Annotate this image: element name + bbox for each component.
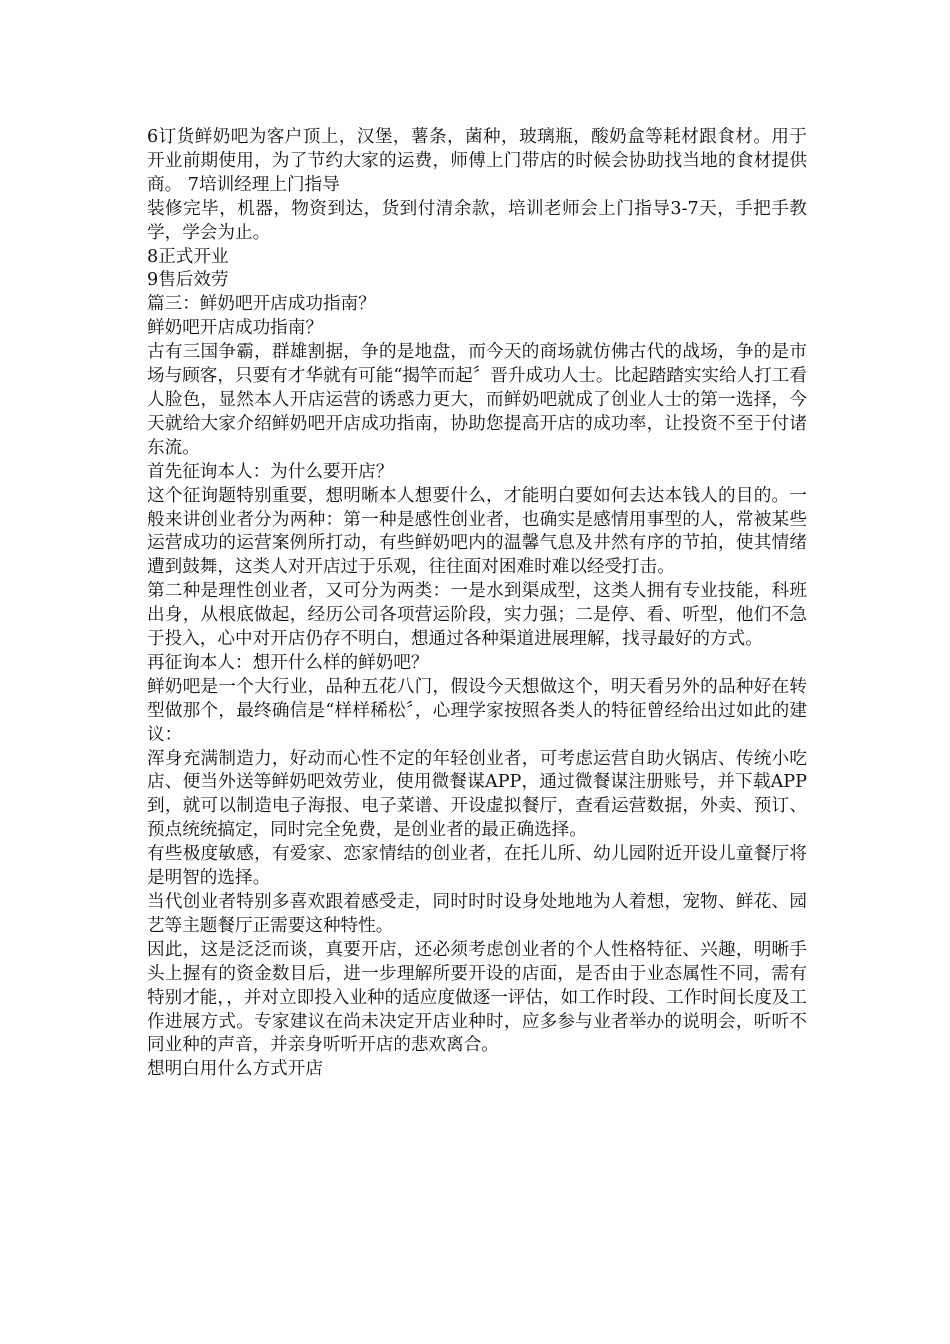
- paragraph-industry-variety: 鲜奶吧是一个大行业，品种五花八门，假设今天想做这个，明天看另外的品种好在转型做那个，最终确信是“样样稀松〞，心理学家按照各类人的特征曾经给出过如此的建议：: [147, 676, 807, 745]
- paragraph-family-oriented: 有些极度敏感，有爱家、恋家情结的创业者，在托儿所、幼儿园附近开设儿童餐厅将是明智的选择。: [147, 844, 807, 889]
- paragraph-rational-entrepreneur: 第二种是理性创业者，又可分为两类：一是水到渠成型，这类人拥有专业技能，科班出身，从根底做起，经历公司各项营运阶段，实力强；二是停、看、听型，他们不急于投入，心中对开店仍存不明白，想通过各种渠道进展理解，找寻最好的方式。: [147, 581, 807, 650]
- paragraph-after-sales: 9售后效劳: [147, 270, 229, 291]
- paragraph-how-to-open: 想明白用什么方式开店: [147, 1059, 323, 1080]
- paragraph-introduction: 古有三国争霸，群雄割据，争的是地盘，而今天的商场就仿佛古代的战场，争的是市场与顾客，只要有才华就有可能“揭竿而起〞晋升成功人士。比起踏踏实实给人打工看人脸色，显然本人开店运营的诱惑力更大，而鲜奶吧就成了创业人士的第一选择，今天就给大家介绍鲜奶吧开店成功指南，协助您提高开店的成功率，让投资不至于付诸东流。: [147, 342, 807, 458]
- question-what-kind-of-store: 再征询本人：想开什么样的鲜奶吧？: [147, 652, 429, 673]
- paragraph-theme-restaurants: 当代创业者特别多喜欢跟着感受走，同时时时设身处地地为人着想，宠物、鲜花、园艺等主题餐厅正需要这种特性。: [147, 892, 807, 936]
- paragraph-training-guidance: 装修完毕，机器，物资到达，货到付清余款，培训老师会上门指导3-7天，手把手教学，学会为止。: [147, 198, 807, 243]
- document-body: [147, 126, 807, 1082]
- paragraph-official-opening: 8正式开业: [147, 246, 229, 267]
- section-title: 鲜奶吧开店成功指南？: [147, 318, 323, 339]
- paragraph-ordering-supplies: 6订货鲜奶吧为客户顶上，汉堡，薯条，菌种，玻璃瓶，酸奶盒等耗材跟食材。用于开业前期使用，为了节约大家的运费，师傅上门带店的时候会协助找当地的食材提供商。 7培训经理上门指导: [147, 127, 807, 195]
- section-heading-part-three: 篇三：鲜奶吧开店成功指南？: [147, 294, 376, 315]
- paragraph-emotional-entrepreneur: 这个征询题特别重要，想明晰本人想要什么，才能明白要如何去达本钱人的目的。一般来讲创业者分为两种：第一种是感性创业者，也确实是感情用事型的人，常被某些运营成功的运营案例所打动，有些鲜奶吧内的温馨气息及井然有序的节拍，使其情绪遭到鼓舞，这类人对开店过于乐观，往往面对困难时难以经受打击。: [147, 485, 807, 578]
- paragraph-creative-entrepreneur: 浑身充满制造力，好动而心性不定的年轻创业者，可考虑运营自助火锅店、传统小吃店、便当外送等鲜奶吧效劳业，使用微餐谋APP，通过微餐谋注册账号，并下载APP到，就可以制造电子海报、电子菜谱、开设虚拟餐厅，查看运营数据，外卖、预订、预点统统搞定，同时完全免费，是创业者的最正确选择。: [147, 748, 807, 841]
- question-why-open-store: 首先征询本人：为什么要开店？: [147, 461, 394, 482]
- paragraph-expert-advice: 因此，这是泛泛而谈，真要开店，还必须考虑创业者的个人性格特征、兴趣，明晰手头上握有的资金数目后，进一步理解所要开设的店面，是否由于业态属性不同，需有特别才能，，并对立即投入业种的适应度做逐一评估，如工作时段、工作时间长度及工作进展方式。专家建议在尚未决定开店业种时，应多参与业者举办的说明会，听听不同业种的声音，并亲身听听开店的悲欢离合。: [147, 939, 807, 1056]
